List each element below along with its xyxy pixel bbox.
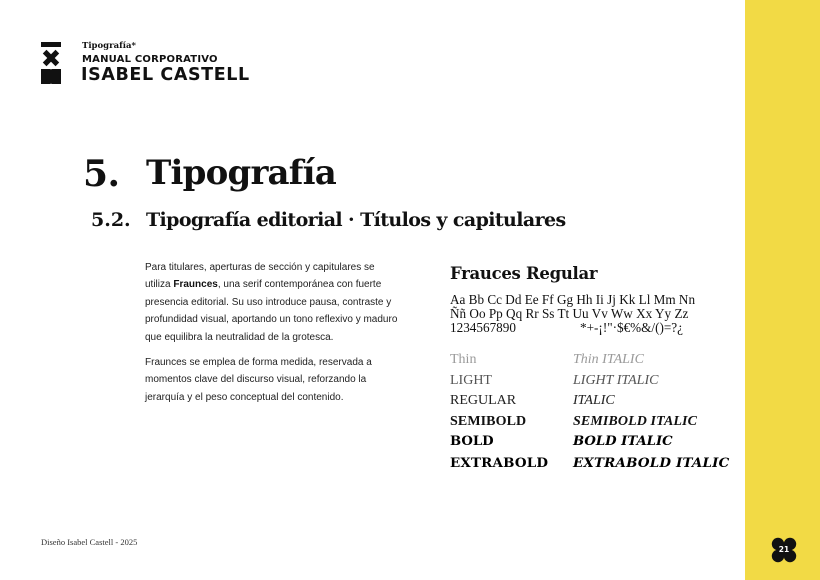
header-brand: ISABEL CASTELL (81, 65, 250, 85)
header-tag: Tipografía* (82, 41, 136, 51)
weight-row-extrabold (450, 455, 740, 476)
footer-credit: Diseño Isabel Castell - 2025 (41, 537, 138, 547)
page-number: 21 (778, 545, 790, 554)
weight-label: SEMIBOLD (450, 413, 527, 429)
weight-row-thin (450, 352, 740, 373)
body-text (145, 259, 400, 414)
body-p1-after: , una serif contemporánea con fuerte presencia editorial. Su uso introduce pausa, contraste y profundidad visual, aportando un tono reflexivo y maduro que equilibra la neutralidad de la grotesca. (145, 279, 398, 343)
weight-label: LIGHT (450, 372, 492, 388)
specimen-symbols: *+-¡!"·$€%&/()=?¿ (580, 320, 684, 335)
body-paragraph-1 (145, 259, 400, 346)
section-title: Tipografía (146, 153, 336, 193)
section-number: 5. (83, 153, 120, 195)
weight-row-semibold (450, 414, 740, 435)
body-p1-before: Para titulares, aperturas de sección y capitulares se utiliza (145, 262, 375, 291)
subsection-title: Tipografía editorial · Títulos y capitulares (146, 209, 566, 231)
header-subtitle: MANUAL CORPORATIVO (82, 54, 218, 65)
font-name-highlight: Fraunces (173, 279, 218, 291)
weight-label: REGULAR (450, 393, 517, 409)
weight-row-light (450, 373, 740, 394)
yellow-sidebar (745, 0, 820, 580)
subsection-number: 5.2. (91, 209, 131, 231)
weight-italic-label: SEMIBOLD ITALIC (573, 413, 698, 429)
weights-table (450, 352, 740, 476)
weight-label: Thin (450, 352, 477, 367)
brand-logo-icon (41, 42, 61, 84)
weight-italic-label: Thin ITALIC (573, 352, 644, 367)
weight-label: EXTRABOLD (450, 454, 549, 471)
body-paragraph-2: Fraunces se emplea de forma medida, reservada a momentos clave del discurso visual, reforzando la jerarquía y el peso conceptual del contenido. (145, 357, 372, 403)
weight-italic-label: ITALIC (573, 393, 615, 409)
specimen-alphabet-line-1: Aa Bb Cc Dd Ee Ff Gg Hh Ii Jj Kk Ll Mm Nn (450, 292, 696, 307)
specimen-title: Frauces Regular (450, 264, 598, 283)
weight-italic-label: EXTRABOLD ITALIC (573, 454, 730, 471)
specimen-digits: 1234567890 (450, 320, 516, 335)
specimen-alphabet-line-2: Ññ Oo Pp Qq Rr Ss Tt Uu Vv Ww Xx Yy Zz (450, 306, 689, 321)
weight-italic-label: BOLD ITALIC (573, 434, 673, 450)
weight-label: BOLD (450, 434, 494, 450)
weight-row-regular (450, 393, 740, 414)
weight-row-bold (450, 434, 740, 455)
weight-italic-label: LIGHT ITALIC (573, 372, 659, 388)
